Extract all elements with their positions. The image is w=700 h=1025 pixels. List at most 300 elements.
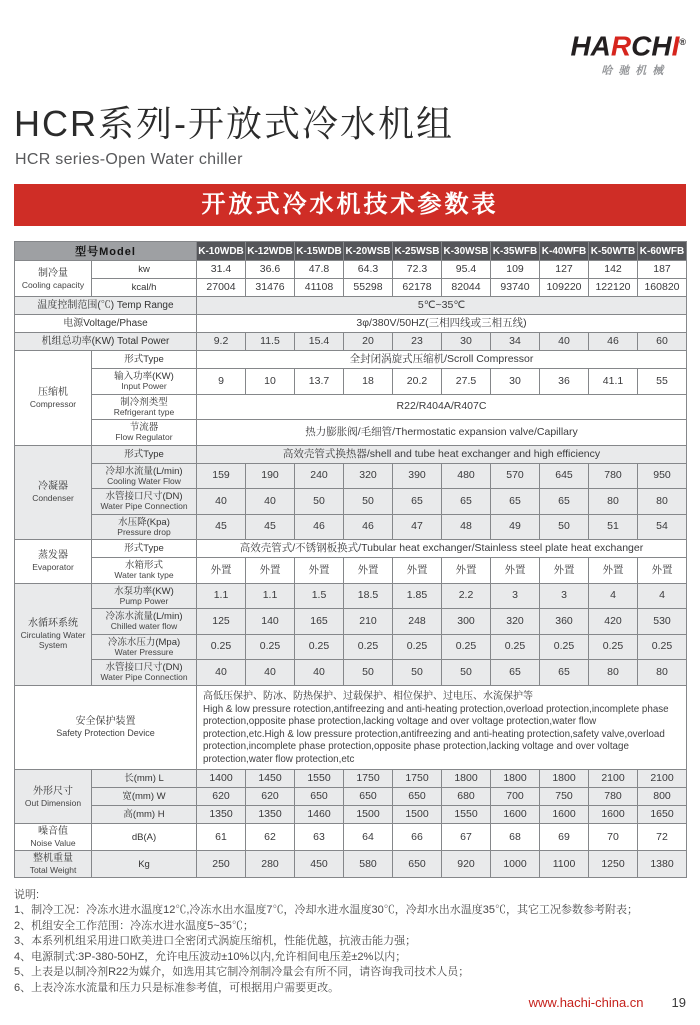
data-cell: 47.8: [295, 261, 344, 279]
data-cell: 2100: [638, 770, 687, 788]
cell-text: 水循环系统: [28, 618, 78, 629]
data-cell: 142: [589, 261, 638, 279]
data-cell: 68: [491, 824, 540, 851]
table-header-row: [15, 242, 687, 261]
data-cell: 82044: [442, 279, 491, 297]
cell-text: Total Weight: [29, 865, 77, 875]
page-subtitle: HCR series-Open Water chiller: [15, 151, 243, 168]
data-cell: 122120: [589, 279, 638, 297]
cell-text: 冷凝器: [38, 481, 68, 493]
cell-text: Flow Regulator: [115, 432, 173, 442]
cell-text: Circulating Water System: [20, 630, 86, 650]
row-label-cell: [92, 609, 197, 635]
row-label-cell: [15, 315, 197, 333]
data-cell: 67: [442, 824, 491, 851]
group-label-cell: [15, 351, 92, 446]
data-cell: 570: [491, 463, 540, 489]
cell-text: 噪音值: [38, 826, 68, 837]
data-cell: 250: [197, 851, 246, 878]
data-cell: 320: [491, 609, 540, 635]
data-cell: 40: [197, 660, 246, 686]
data-cell: 95.4: [442, 261, 491, 279]
data-cell: 1.1: [197, 583, 246, 609]
table-row: [15, 420, 687, 446]
data-cell: 140: [246, 609, 295, 635]
table-row: [15, 660, 687, 686]
cell-text: Water Pipe Connection: [100, 672, 188, 682]
data-cell: 40: [197, 489, 246, 515]
data-cell: 0.25: [540, 634, 589, 660]
data-cell: 30: [491, 369, 540, 395]
data-cell: 1250: [589, 851, 638, 878]
data-cell: 0.25: [393, 634, 442, 660]
data-cell: 780: [589, 463, 638, 489]
data-cell: 10: [246, 369, 295, 395]
span-value-cell: 全封闭涡旋式压缩机/Scroll Compressor: [197, 351, 687, 369]
table-body: [15, 261, 687, 878]
data-cell: 1750: [393, 770, 442, 788]
table-row: [15, 261, 687, 279]
row-label-cell: [92, 770, 197, 788]
data-cell: 55: [638, 369, 687, 395]
row-label-cell: [92, 634, 197, 660]
cell-text: Cooling Water Flow: [107, 475, 181, 486]
cell-text: 节流器: [129, 422, 159, 433]
data-cell: 9: [197, 369, 246, 395]
data-cell: 50: [393, 660, 442, 686]
model-header-cell: K-60WFB: [638, 242, 687, 261]
logo-text-red-1: R: [610, 30, 632, 62]
cell-text: kw: [138, 264, 150, 275]
model-header-cell: K-10WDB: [197, 242, 246, 261]
data-cell: 63: [295, 824, 344, 851]
group-label-cell: [15, 445, 92, 540]
cell-text: Compressor: [29, 398, 77, 409]
cell-text: Evaporator: [32, 562, 74, 573]
data-cell: 0.25: [344, 634, 393, 660]
data-cell: 680: [442, 788, 491, 806]
data-cell: 390: [393, 463, 442, 489]
data-cell: 46: [295, 514, 344, 540]
data-cell: 3: [491, 583, 540, 609]
data-cell: 40: [246, 489, 295, 515]
data-cell: 1550: [442, 806, 491, 824]
span-value-cell: 高效壳管式换热器/shell and tube heat exchanger and high efficiency: [197, 445, 687, 463]
data-cell: 4: [638, 583, 687, 609]
data-cell: 30: [442, 333, 491, 351]
data-cell: 36: [540, 369, 589, 395]
data-cell: 620: [197, 788, 246, 806]
cell-text: 外形尺寸: [33, 785, 73, 797]
data-cell: 27004: [197, 279, 246, 297]
notes-section: [14, 887, 686, 996]
group-label-cell: [15, 583, 92, 685]
group-label-cell: [15, 851, 92, 878]
data-cell: 23: [393, 333, 442, 351]
data-cell: 40: [295, 660, 344, 686]
table-row: [15, 514, 687, 540]
data-cell: 127: [540, 261, 589, 279]
data-cell: 1.5: [295, 583, 344, 609]
cell-text: 宽(mm) W: [122, 791, 166, 802]
table-row: [15, 788, 687, 806]
table-row: [15, 279, 687, 297]
cell-text: 长(mm) L: [124, 773, 164, 784]
data-cell: 2100: [589, 770, 638, 788]
data-cell: 27.5: [442, 369, 491, 395]
data-cell: 62178: [393, 279, 442, 297]
cell-text: 水箱形式: [124, 560, 163, 571]
page-footer: [529, 994, 686, 1012]
cell-text: Chilled water flow: [110, 621, 178, 631]
data-cell: 外置: [589, 558, 638, 584]
cell-text: 形式Type: [124, 354, 164, 365]
cell-text: 安全保护装置: [75, 715, 136, 727]
data-cell: 620: [246, 788, 295, 806]
logo-text-black-1: HA: [570, 30, 611, 62]
notes-heading: 说明:: [14, 889, 40, 901]
data-cell: 109: [491, 261, 540, 279]
data-cell: 190: [246, 463, 295, 489]
data-cell: 70: [589, 824, 638, 851]
data-cell: 1650: [638, 806, 687, 824]
data-cell: 300: [442, 609, 491, 635]
model-header-cell: K-35WFB: [491, 242, 540, 261]
data-cell: 40: [540, 333, 589, 351]
table-header-model-label: 型号Model: [15, 242, 197, 261]
model-header-cell: K-40WFB: [540, 242, 589, 261]
data-cell: 64.3: [344, 261, 393, 279]
cell-text: 高低压保护、防冰、防热保护、过载保护、相位保护、过电压、水流保护等: [203, 690, 533, 702]
cell-text: 水压降(Kpa): [118, 516, 170, 528]
spec-table: [14, 241, 687, 878]
data-cell: 187: [638, 261, 687, 279]
cell-text: Pump Power: [119, 595, 169, 606]
cell-text: 机组总功率(KW) Total Power: [41, 335, 170, 347]
row-label-cell: [92, 788, 197, 806]
data-cell: 1460: [295, 806, 344, 824]
data-cell: 109220: [540, 279, 589, 297]
span-value-cell: 3φ/380V/50HZ(三相四线或三相五线): [197, 315, 687, 333]
data-cell: 1750: [344, 770, 393, 788]
data-cell: 920: [442, 851, 491, 878]
table-row: [15, 333, 687, 351]
harchi-logo-wordmark: [570, 27, 686, 61]
row-label-cell: [92, 261, 197, 279]
group-label-cell: [15, 261, 92, 297]
note-item: 1、制冷工况：冷冻水进水温度12℃,冷冻水出水温度7℃，冷却水进水温度30℃，冷却水出水温度35℃，其它工况参数参考附表；: [14, 904, 638, 916]
data-cell: 60: [638, 333, 687, 351]
data-cell: 20.2: [393, 369, 442, 395]
section-banner: 开放式冷水机技术参数表: [14, 184, 686, 226]
table-row: [15, 558, 687, 584]
cell-text: 水泵功率(KW): [114, 585, 174, 597]
model-header-cell: K-15WDB: [295, 242, 344, 261]
row-label-cell: [92, 394, 197, 420]
data-cell: 50: [344, 660, 393, 686]
data-cell: 1.1: [246, 583, 295, 609]
cell-text: kcal/h: [131, 282, 157, 293]
cell-text: Water tank type: [114, 570, 174, 580]
data-cell: 50: [295, 489, 344, 515]
table-row: [15, 583, 687, 609]
row-label-cell: [92, 824, 197, 851]
data-cell: 外置: [246, 558, 295, 584]
data-cell: 750: [540, 788, 589, 806]
notes-list: [14, 903, 686, 996]
row-label-cell: [92, 806, 197, 824]
data-cell: 40: [246, 660, 295, 686]
span-value-cell: 5℃~35℃: [197, 297, 687, 315]
data-cell: 15.4: [295, 333, 344, 351]
cell-text: 冷却水流量(L/min): [105, 465, 183, 477]
cell-text: Kg: [138, 858, 150, 870]
data-cell: 外置: [638, 558, 687, 584]
row-label-cell: [92, 420, 197, 446]
cell-text: Water Pressure: [114, 646, 174, 657]
table-row: [15, 806, 687, 824]
data-cell: 93740: [491, 279, 540, 297]
data-cell: 1600: [491, 806, 540, 824]
table-row: [15, 634, 687, 660]
data-cell: 72: [638, 824, 687, 851]
data-cell: 650: [295, 788, 344, 806]
data-cell: 240: [295, 463, 344, 489]
row-label-cell: [92, 279, 197, 297]
data-cell: 外置: [491, 558, 540, 584]
logo-chinese-text: 哈驰机械: [601, 65, 670, 78]
row-label-cell: [92, 660, 197, 686]
note-item: 5、上表是以制冷剂R22为媒介，如选用其它制冷剂制冷量会有所不同，请咨询我司技术人员；: [14, 966, 470, 978]
cell-text: Refrigerant type: [113, 406, 175, 417]
data-cell: 45: [197, 514, 246, 540]
row-label-cell: [92, 369, 197, 395]
data-cell: 159: [197, 463, 246, 489]
data-cell: 66: [393, 824, 442, 851]
data-cell: 420: [589, 609, 638, 635]
span-value-cell: 高效壳管式/不锈钢板换式/Tubular heat exchanger/Stainless steel plate heat exchanger: [197, 540, 687, 558]
data-cell: 1350: [197, 806, 246, 824]
data-cell: 54: [638, 514, 687, 540]
data-cell: 210: [344, 609, 393, 635]
row-label-cell: [15, 685, 197, 770]
data-cell: 46: [589, 333, 638, 351]
cell-text: 水管接口尺寸(DN): [105, 662, 183, 673]
data-cell: 62: [246, 824, 295, 851]
data-cell: 20: [344, 333, 393, 351]
group-label-cell: [15, 540, 92, 584]
table-row: [15, 297, 687, 315]
data-cell: 41.1: [589, 369, 638, 395]
table-row: [15, 351, 687, 369]
data-cell: 45: [246, 514, 295, 540]
table-row: [15, 685, 687, 770]
data-cell: 1600: [589, 806, 638, 824]
data-cell: 50: [442, 660, 491, 686]
model-header-cell: K-50WTB: [589, 242, 638, 261]
model-header-cell: K-30WSB: [442, 242, 491, 261]
data-cell: 64: [344, 824, 393, 851]
note-item: 2、机组安全工作范围：冷冻水进水温度5~35℃；: [14, 919, 254, 932]
data-cell: 2.2: [442, 583, 491, 609]
data-cell: 34: [491, 333, 540, 351]
span-value-cell: 热力膨胀阀/毛细管/Thermostatic expansion valve/Capillary: [197, 420, 687, 446]
cell-text: Safety Protection Device: [56, 727, 155, 738]
cell-text: Input Power: [121, 381, 167, 391]
data-cell: 1500: [393, 806, 442, 824]
data-cell: 280: [246, 851, 295, 878]
table-row: [15, 463, 687, 489]
data-cell: 1000: [491, 851, 540, 878]
data-cell: 36.6: [246, 261, 295, 279]
cell-text: 水管接口尺寸(DN): [105, 491, 183, 502]
row-label-cell: [15, 297, 197, 315]
row-label-cell: [92, 351, 197, 369]
cell-text: 形式Type: [124, 448, 164, 460]
cell-text: 压缩机: [38, 386, 68, 398]
data-cell: 0.25: [295, 634, 344, 660]
data-cell: 9.2: [197, 333, 246, 351]
page-title: HCR系列-开放式冷水机组: [14, 103, 454, 144]
data-cell: 320: [344, 463, 393, 489]
data-cell: 46: [344, 514, 393, 540]
data-cell: 65: [540, 660, 589, 686]
data-cell: 48: [442, 514, 491, 540]
data-cell: 65: [491, 660, 540, 686]
model-header-cell: K-12WDB: [246, 242, 295, 261]
cell-text: High & low pressure rotection,antifreezing and anti-heating protection,overload protection,incomplete phase protection,opposite phase protection,lacking voltage and over voltage protection,water flow protection,etc.High & low pressure protection,antifreezing and anti-heating protection,safety valve,overload protection,incomplete phase protection,opposite phase protection,lacking voltage and over voltage protection,water flow protection,etc: [203, 703, 669, 765]
row-label-cell: [92, 558, 197, 584]
model-header-cell: K-20WSB: [344, 242, 393, 261]
cell-text: 冷冻水压力(Mpa): [107, 636, 181, 648]
cell-text: 输入功率(KW): [114, 371, 174, 382]
cell-text: 温度控制范围(℃) Temp Range: [37, 299, 174, 311]
data-cell: 47: [393, 514, 442, 540]
logo-text-black-2: CH: [631, 30, 672, 62]
data-cell: 80: [638, 660, 687, 686]
data-cell: 55298: [344, 279, 393, 297]
data-cell: 31.4: [197, 261, 246, 279]
data-cell: 1350: [246, 806, 295, 824]
cell-text: Pressure drop: [117, 526, 171, 537]
row-label-cell: [92, 489, 197, 515]
span-value-cell: R22/R404A/R407C: [197, 394, 687, 420]
harchi-logo: [570, 27, 686, 78]
cell-text: Condenser: [32, 493, 74, 504]
data-cell: 1600: [540, 806, 589, 824]
data-cell: 49: [491, 514, 540, 540]
cell-text: 制冷剂类型: [120, 396, 168, 408]
footer-url: www.hachi-china.cn: [528, 995, 644, 1010]
table-row: [15, 315, 687, 333]
data-cell: 1100: [540, 851, 589, 878]
cell-text: Noise Value: [30, 838, 76, 848]
data-cell: 外置: [197, 558, 246, 584]
data-cell: 外置: [344, 558, 393, 584]
cell-text: Out Dimension: [24, 797, 82, 808]
table-row: [15, 445, 687, 463]
note-item: 4、电源制式:3P-380-50HZ，允许电压波动±10%以内,允许相间电压差±2%以内；: [14, 950, 407, 963]
data-cell: 165: [295, 609, 344, 635]
data-cell: 1800: [540, 770, 589, 788]
data-cell: 650: [344, 788, 393, 806]
data-cell: 外置: [393, 558, 442, 584]
group-label-cell: [15, 824, 92, 851]
data-cell: 65: [540, 489, 589, 515]
data-cell: 0.25: [197, 634, 246, 660]
data-cell: 780: [589, 788, 638, 806]
data-cell: 1380: [638, 851, 687, 878]
data-cell: 18: [344, 369, 393, 395]
row-label-cell: [92, 540, 197, 558]
data-cell: 50: [344, 489, 393, 515]
note-item: 3、本系列机组采用进口欧美进口全密闭式涡旋压缩机，性能优越，抗液击能力强；: [14, 935, 417, 947]
data-cell: 51: [589, 514, 638, 540]
row-label-cell: [92, 463, 197, 489]
cell-text: 制冷量: [38, 267, 68, 279]
data-cell: 480: [442, 463, 491, 489]
model-header-cell: K-25WSB: [393, 242, 442, 261]
data-cell: 950: [638, 463, 687, 489]
data-cell: 65: [393, 489, 442, 515]
data-cell: 1550: [295, 770, 344, 788]
data-cell: 65: [442, 489, 491, 515]
table-row: [15, 770, 687, 788]
data-cell: 31476: [246, 279, 295, 297]
cell-text: 冷冻水流量(L/min): [105, 611, 183, 622]
data-cell: 0.25: [246, 634, 295, 660]
data-cell: 360: [540, 609, 589, 635]
table-row: [15, 369, 687, 395]
data-cell: 1400: [197, 770, 246, 788]
data-cell: 69: [540, 824, 589, 851]
cell-text: 蒸发器: [38, 550, 68, 562]
logo-text-red-2: I: [671, 30, 680, 62]
data-cell: 700: [491, 788, 540, 806]
data-cell: 65: [491, 489, 540, 515]
table-row: [15, 824, 687, 851]
data-cell: 13.7: [295, 369, 344, 395]
data-cell: 4: [589, 583, 638, 609]
data-cell: 外置: [442, 558, 491, 584]
table-row: [15, 489, 687, 515]
row-label-cell: [92, 851, 197, 878]
data-cell: 80: [638, 489, 687, 515]
cell-text: Water Pipe Connection: [100, 501, 188, 511]
data-cell: 61: [197, 824, 246, 851]
data-cell: 0.25: [589, 634, 638, 660]
data-cell: 18.5: [344, 583, 393, 609]
data-cell: 外置: [540, 558, 589, 584]
data-cell: 11.5: [246, 333, 295, 351]
data-cell: 800: [638, 788, 687, 806]
note-item: 6、上表冷冻水流量和压力只是标准参考值，可根据用户需要更改。: [14, 981, 340, 994]
data-cell: 0.25: [638, 634, 687, 660]
data-cell: 248: [393, 609, 442, 635]
data-cell: 645: [540, 463, 589, 489]
data-cell: 1450: [246, 770, 295, 788]
data-cell: 80: [589, 660, 638, 686]
data-cell: 1800: [491, 770, 540, 788]
safety-text-cell: [197, 685, 687, 770]
table-row: [15, 394, 687, 420]
row-label-cell: [15, 333, 197, 351]
data-cell: 650: [393, 851, 442, 878]
data-cell: 125: [197, 609, 246, 635]
registered-mark-icon: ®: [679, 37, 686, 47]
table-row: [15, 609, 687, 635]
data-cell: 0.25: [442, 634, 491, 660]
